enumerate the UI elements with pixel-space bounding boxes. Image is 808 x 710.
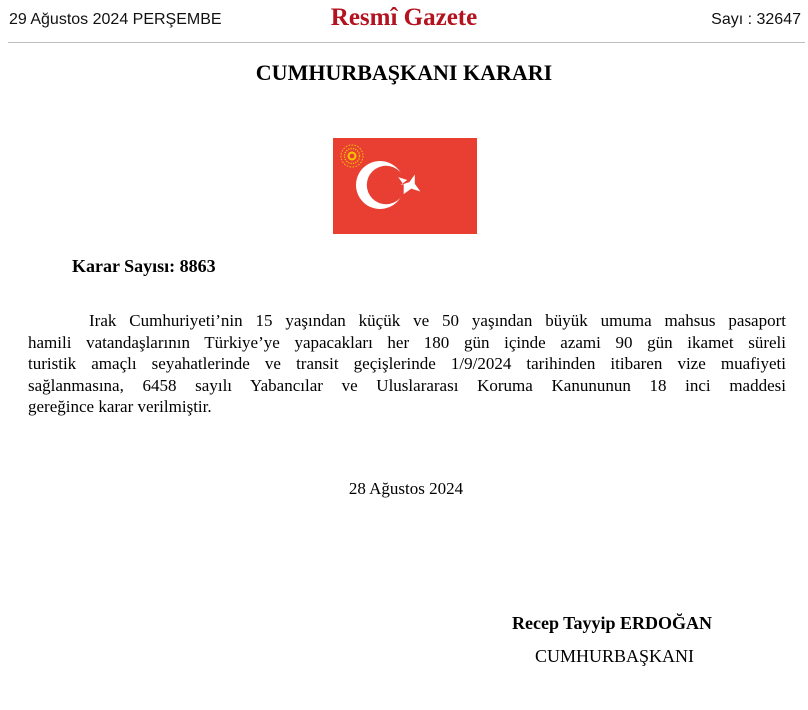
decision-date: 28 Ağustos 2024 [348,479,464,498]
flag-crescent-inner [367,166,405,204]
body-line: turistik amaçlı seyahatlerinde ve transit geçişlerinde 1/9/2024 tarihinden itibaren vize muafiyeti [28,354,786,373]
decision-body [28,310,786,418]
body-line: hamili vatandaşlarının Türkiye’ye yapacakları her 180 gün içinde azami 90 gün ikamet süreli [28,332,786,352]
document-title: CUMHURBAŞKANI KARARI [255,60,553,85]
header-divider [8,42,805,43]
issue-number: Sayı : 32647 [711,11,801,28]
turkish-flag-icon [333,138,477,234]
header-date: 29 Ağustos 2024 PERŞEMBE [9,11,222,28]
body-line: gereğince karar verilmiştir. [28,397,212,416]
signatory-title: CUMHURBAŞKANI [535,646,695,666]
signatory-name: Recep Tayyip ERDOĞAN [512,613,713,633]
gazette-title: Resmî Gazete [330,4,478,31]
decision-number: Karar Sayısı: 8863 [72,256,216,276]
body-line: sağlanmasına, 6458 sayılı Yabancılar ve Uluslararası Koruma Kanununun 18 inci maddesi [28,375,786,395]
body-line: Irak Cumhuriyeti’nin 15 yaşından küçük ve 50 yaşından büyük umuma mahsus pasaport [89,311,786,330]
